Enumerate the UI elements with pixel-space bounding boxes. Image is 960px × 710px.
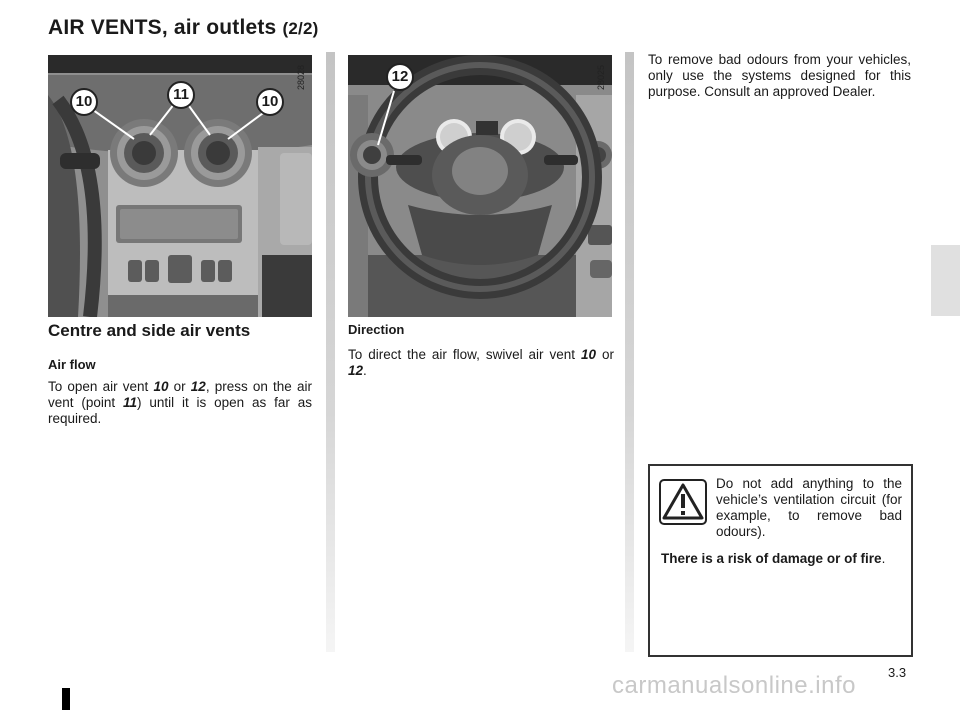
page-title <box>48 16 318 40</box>
callout-10-right: 10 <box>256 88 284 116</box>
chapter-tab <box>931 245 960 316</box>
section-heading: Centre and side air vents <box>48 321 251 340</box>
callout-12: 12 <box>386 63 414 91</box>
warning-triangle-icon <box>659 479 707 525</box>
warning-box <box>648 464 913 657</box>
corner-mark <box>62 688 70 710</box>
warning-risk-text: There is a risk of damage or of fire. <box>661 551 886 566</box>
steering-wheel-illustration <box>348 55 612 317</box>
figure-steering-vent <box>348 55 612 317</box>
title-sub: (2/2) <box>282 19 319 38</box>
warning-text: Do not add anything to the vehicle’s ventilation circuit (for example, to remove bad odours). <box>716 476 902 539</box>
paragraph-direction: To direct the air flow, swivel air vent 10 or 12. <box>348 347 614 378</box>
figure-centre-vents <box>48 55 312 317</box>
figure-code-middle: 28025 <box>596 64 606 90</box>
subheading-air-flow: Air flow <box>48 357 96 372</box>
callout-10-left: 10 <box>70 88 98 116</box>
subheading-direction: Direction <box>348 322 405 337</box>
paragraph-air-flow: To open air vent 10 or 12, press on the air vent (point 11) until it is open as far as required. <box>48 379 312 426</box>
title-main: AIR VENTS, air outlets <box>48 16 277 39</box>
watermark: carmanualsonline.info <box>612 672 856 699</box>
column-divider-right <box>625 52 634 652</box>
page-number: 3.3 <box>888 665 907 680</box>
figure-code-left: 28028 <box>296 64 306 90</box>
column-divider-left <box>326 52 335 652</box>
callout-11: 11 <box>167 81 195 109</box>
paragraph-odours: To remove bad odours from your vehicles, only use the systems designed for this purpose. Consult an approved Dealer. <box>648 52 911 99</box>
